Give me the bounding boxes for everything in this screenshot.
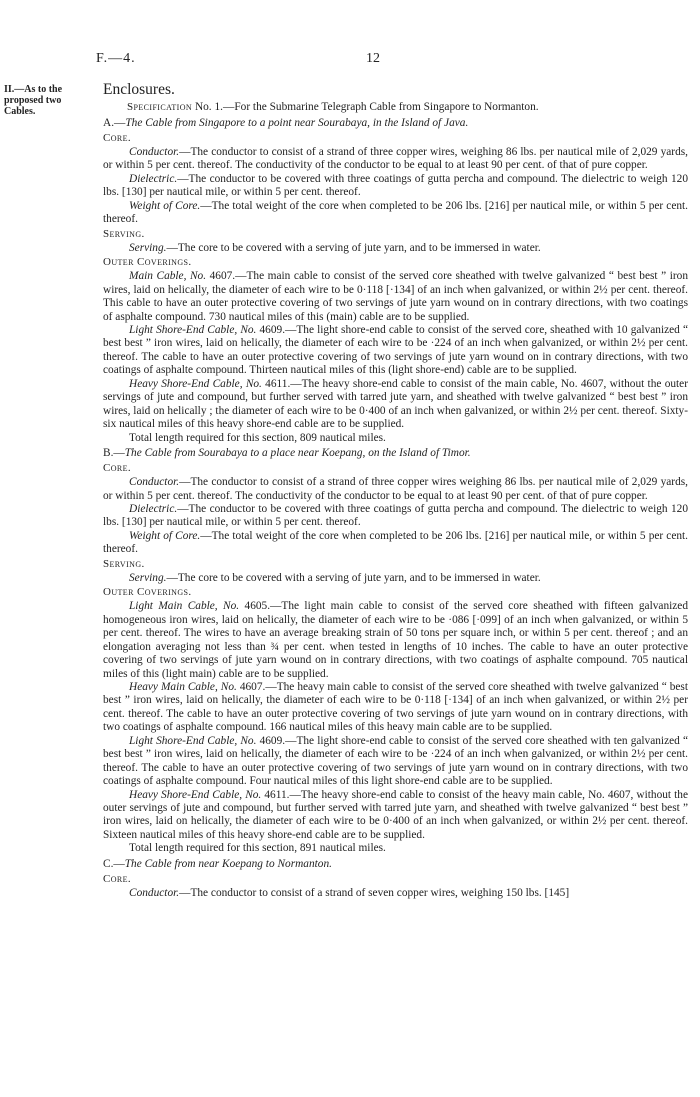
document-reference: F.—4. — [96, 51, 136, 66]
document-body — [103, 80, 688, 900]
section-b-core-heading: Core. — [103, 462, 132, 475]
section-b-heading: B.—The Cable from Sourabaya to a place near Koepang, on the Island of Timor. — [103, 447, 471, 460]
section-c-core-heading: Core. — [103, 872, 132, 885]
specification-label: Specification — [127, 101, 193, 113]
specification-text: No. 1.—For the Submarine Telegraph Cable from Singapore to Normanton. — [192, 101, 539, 113]
section-b-outer-heading: Outer Coverings. — [103, 586, 192, 599]
section-a-serving-heading: Serving. — [103, 227, 145, 240]
section-a-heading: A.—The Cable from Singapore to a point near Sourabaya, in the Island of Java. — [103, 117, 469, 129]
section-b-total: Total length required for this section, 891 nautical miles. — [129, 842, 386, 855]
section-c-conductor: Conductor.—The conductor to consist of a strand of seven copper wires, weighing 150 lbs. [145] — [129, 886, 570, 899]
section-b-serving: Serving.—The core to be covered with a serving of jute yarn, and to be immersed in water. — [129, 571, 541, 584]
section-a-light-shore-end: Light Shore-End Cable, No. 4609.—The light shore-end cable to consist of the served core, sheathed with 10 galvanized “ best best ” iron wires, laid on helically, the diameter of each wire to be ·224 of an inch when galvanized, or within 2½ per cent. thereof. The cable to have an outer protective covering of two servings of jute yarn wound on in contrary directions, with two coatings of asphalte compound. Thirteen nautical miles of this (light shore-end) cable are to be supplied. — [103, 323, 688, 377]
section-b-heavy-main-cable: Heavy Main Cable, No. 4607.—The heavy main cable to consist of the served core sheathed with twelve galvanized “ best best ” iron wires, laid on helically, the diameter of each wire to be 0·118 [·134] of an inch when galvanized, or within 2½ per cent. thereof. The cable to have an outer protective covering of two servings of jute yarn wound on in contrary directions, with two coatings of asphalte compound. 166 nautical miles of this heavy main cable are to be supplied. — [103, 680, 688, 734]
section-b-serving-heading: Serving. — [103, 557, 145, 570]
section-a-conductor: Conductor.—The conductor to consist of a strand of three copper wires, weighing 86 lbs. per nautical mile of 2,029 yards, or within 5 per cent. thereof. The conductivity of the conductor to be equal to at least 90 per cent. of that of pure copper. — [103, 146, 688, 172]
section-a-main-cable: Main Cable, No. 4607.—The main cable to consist of the served core sheathed with twelve galvanized “ best best ” iron wires, laid on helically, the diameter of each wire to be 0·118 [·134] of an inch when galvanized, or within 2½ per cent. thereof. This cable to have an outer protective covering of two servings of jute yarn wound on in contrary directions, with two coatings of asphalte compound. 730 nautical miles of this (main) cable are to be supplied. — [103, 270, 688, 323]
section-a-heavy-shore-end: Heavy Shore-End Cable, No. 4611.—The heavy shore-end cable to consist of the main cable, No. 4607, without the outer servings of jute and compound, but further served with tarred jute yarn, and sheathed with twelve galvanized “ best best ” iron wires, laid on helically ; the diameter of each wire to be 0·400 of an inch when galvanized, or within 2½ per cent. thereof. Sixty-six nautical miles of this heavy shore-end cable are to be supplied. — [103, 377, 688, 431]
section-b-light-shore-end: Light Shore-End Cable, No. 4609.—The light shore-end cable to consist of the served core sheathed with ten galvanized “ best best ” iron wires, laid on helically, the diameter of each wire to be ·224 of an inch when galvanized, or within 2½ per cent. thereof. The cable to have an outer protective covering of two servings of jute yarn wound on in contrary directions, with two coatings of asphalte compound. Four nautical miles of this light shore-end cable are to be supplied. — [103, 734, 688, 788]
specification-line — [103, 100, 688, 115]
section-a-core-heading: Core. — [103, 132, 132, 144]
section-b-dielectric: Dielectric.—The conductor to be covered with three coatings of gutta percha and compound. The dielectric to weigh 120 lbs. [130] per nautical mile, or within 5 per cent. thereof. — [103, 502, 688, 529]
section-b-conductor: Conductor.—The conductor to consist of a strand of three copper wires weighing 86 lbs. per nautical mile of 2,029 yards, or within 5 per cent. thereof. The conductivity of the conductor to be equal to at least 90 per cent. of that of pure copper. — [103, 476, 688, 502]
margin-note: II.—As to the proposed two Cables. — [4, 84, 63, 117]
section-b-heavy-shore-end: Heavy Shore-End Cable, No. 4611.—The heavy shore-end cable to consist of the heavy main cable, No. 4607, without the outer servings of jute and compound, but further served with tarred jute yarn, and sheathed with twelve galvanized “ best best ” iron wires, laid on helically, the diameter of each wire to be 0·400 of an inch when galvanized, or within 2½ per cent. thereof. Sixteen nautical miles of this heavy shore-end cable are to be supplied. — [103, 788, 689, 841]
section-a-outer-heading: Outer Coverings. — [103, 256, 192, 269]
page-number: 12 — [366, 51, 380, 66]
section-a-weight-of-core: Weight of Core.—The total weight of the core when completed to be 206 lbs. [216] per nautical mile, or within 5 per cent. thereof. — [103, 199, 689, 226]
section-a-serving: Serving.—The core to be covered with a serving of jute yarn, and to be immersed in water. — [129, 241, 541, 254]
section-b-weight-of-core: Weight of Core.—The total weight of the core when completed to be 206 lbs. [216] per nautical mile, or within 5 per cent. thereof. — [103, 529, 689, 556]
section-b-light-main-cable: Light Main Cable, No. 4605.—The light main cable to consist of the served core sheathed with fifteen galvanized homogeneous iron wires, laid on helically, the diameter of each wire to be ·086 [·099] of an inch when galvanized, or within 5 per cent. thereof. The wires to have an average breaking strain of 50 tons per square inch, or within 5 per cent. thereof ; and an elongation averaging not less than ¾ per cent. when tested in lengths of 10 inches. The cable to have an outer protective covering of two servings of jute yarn wound on in contrary directions, with two coatings of asphalte compound. 705 nautical miles of this (light main) cable are to be supplied. — [103, 600, 689, 680]
section-a-total: Total length required for this section, 809 nautical miles. — [129, 431, 386, 444]
section-c-heading: C.—The Cable from near Koepang to Normanton. — [103, 857, 332, 870]
section-a-dielectric: Dielectric.—The conductor to be covered with three coatings of gutta percha and compound. The dielectric to weigh 120 lbs. [130] per nautical mile, or within 5 per cent. thereof. — [103, 172, 688, 199]
page-title: Enclosures. — [103, 81, 175, 98]
